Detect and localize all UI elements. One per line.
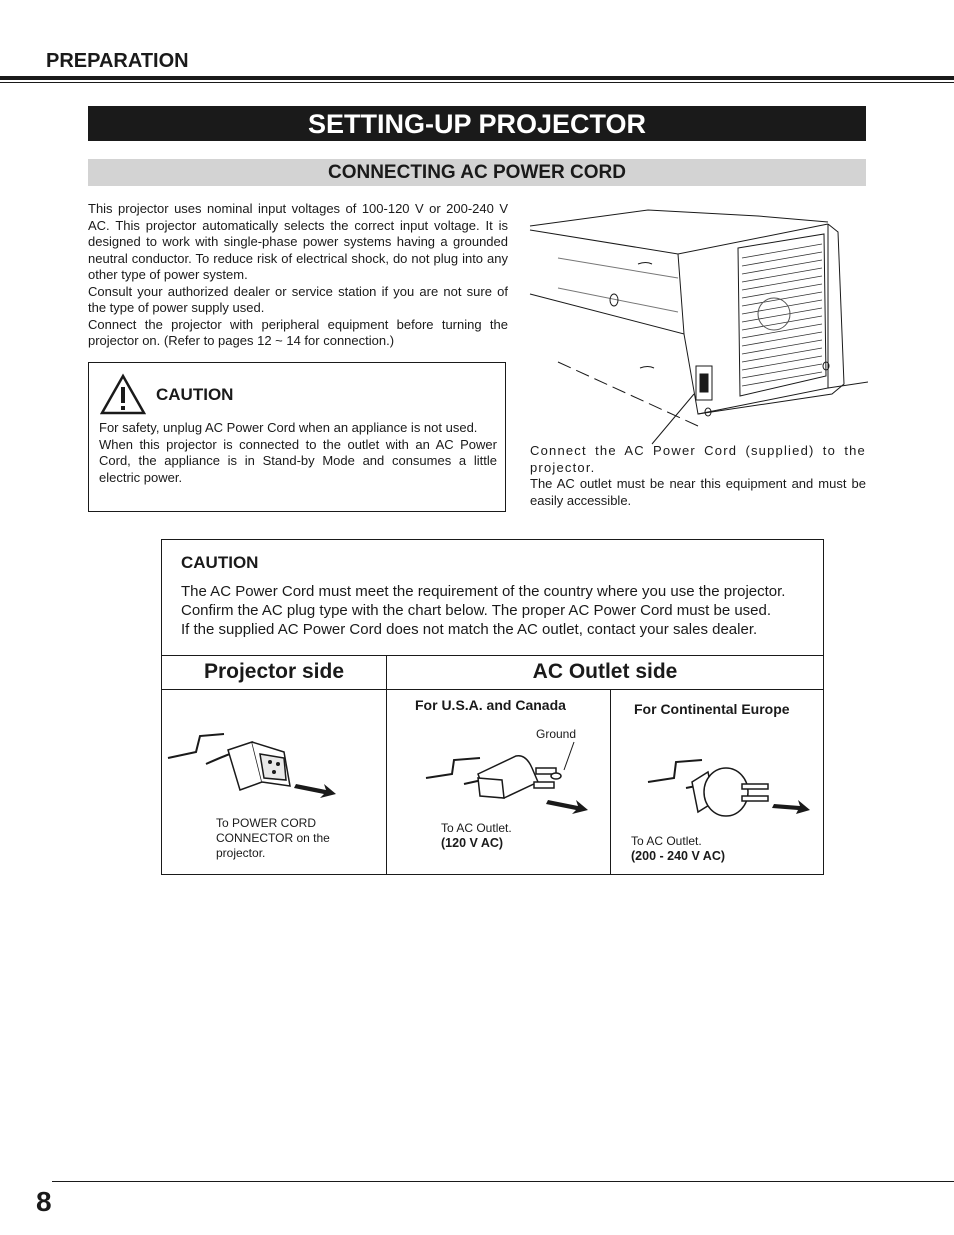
ground-label: Ground [536, 727, 577, 741]
usa-heading: For U.S.A. and Canada [415, 697, 566, 713]
connect-instructions [530, 443, 866, 509]
projector-caption: To POWER CORD CONNECTOR on the projector. [216, 816, 330, 860]
usa-caption: To AC Outlet. [441, 821, 512, 835]
table-divider [386, 655, 387, 875]
caution-paragraph: For safety, unplug AC Power Cord when an appliance is not used. [99, 420, 478, 435]
intro-paragraph: Consult your authorized dealer or service station if you are not sure of the type of power supply used. [88, 283, 508, 315]
europe-heading: For Continental Europe [634, 701, 790, 717]
europe-caption: To AC Outlet. [631, 834, 702, 848]
table-divider [162, 655, 823, 656]
connect-paragraph: The AC outlet must be near this equipment and must be easily accessible. [530, 476, 866, 508]
outlet-side-heading: AC Outlet side [532, 660, 678, 683]
page-title: SETTING-UP PROJECTOR [88, 106, 866, 141]
caution-body [99, 420, 497, 486]
caution-line: Confirm the AC plug type with the chart below. The proper AC Power Cord must be used. [181, 602, 772, 619]
section-heading: PREPARATION [46, 50, 189, 72]
caution-box-power-cord [161, 539, 824, 875]
caution-heading: CAUTION [181, 553, 259, 572]
caution-line: If the supplied AC Power Cord does not match the AC outlet, contact your sales dealer. [181, 621, 758, 638]
intro-paragraph: Connect the projector with peripheral equipment before turning the projector on. (Refer to pages 12 ~ 14 for connection.) [88, 316, 508, 348]
iec-connector-icon [166, 732, 338, 808]
section-subtitle: CONNECTING AC POWER CORD [88, 159, 866, 186]
usa-voltage: (120 V AC) [441, 836, 504, 850]
us-plug-icon [424, 740, 594, 814]
projector-rear-illustration [528, 208, 868, 448]
caution-box-safety [88, 362, 506, 512]
table-divider [162, 689, 823, 690]
eu-plug-icon [646, 756, 812, 822]
intro-text [88, 201, 508, 350]
europe-voltage: (200 - 240 V AC) [631, 849, 726, 863]
caution-paragraph: When this projector is connected to the outlet with an AC Power Cord, the appliance is in Stand-by Mode and consumes a little electric power. [99, 436, 497, 485]
page-number: 8 [36, 1186, 52, 1217]
caution-line: The AC Power Cord must meet the requirement of the country where you use the projector. [181, 583, 786, 600]
footer-rule [52, 1181, 954, 1182]
header-rule [0, 76, 954, 80]
connect-paragraph: Connect the AC Power Cord (supplied) to the projector. [530, 443, 866, 475]
warning-triangle-icon [100, 373, 146, 415]
header-rule-thin [0, 82, 954, 83]
caution-body [181, 582, 821, 639]
table-divider [610, 689, 611, 875]
projector-side-heading: Projector side [203, 660, 345, 683]
intro-paragraph: This projector uses nominal input voltages of 100-120 V or 200-240 V AC. This projector automatically selects the correct input voltage. It is designed to work with single-phase power systems having a grounded neutral conductor. To reduce risk of electrical shock, do not plug into any other type of power system. [88, 201, 508, 282]
caution-heading: CAUTION [156, 385, 234, 404]
